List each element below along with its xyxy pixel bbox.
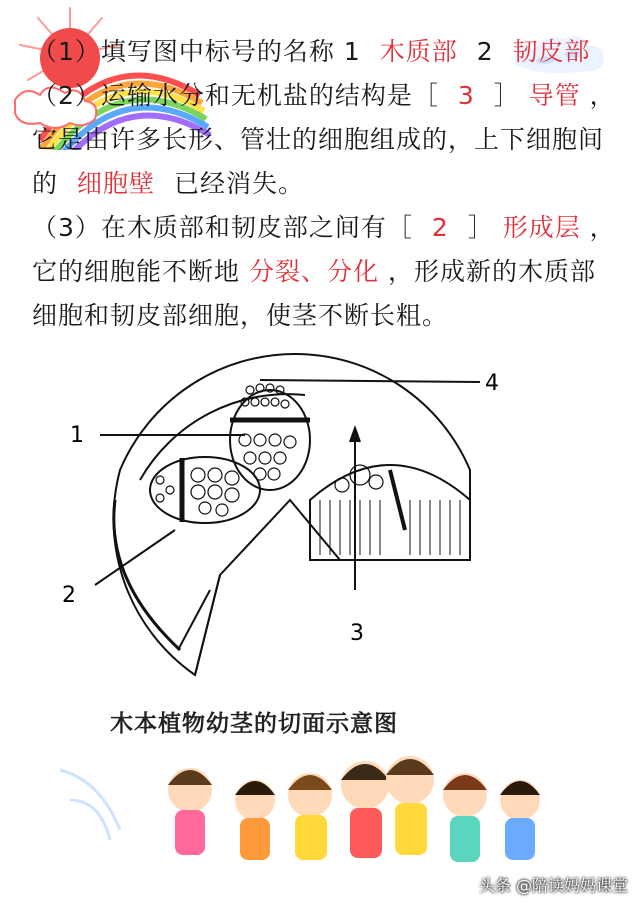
answer-vessel: 导管 (528, 81, 581, 110)
question-1 (32, 30, 617, 74)
question-text (32, 30, 617, 338)
answer-vessel-number: 3 (457, 81, 475, 110)
q3-prefix: （3）在木质部和韧皮部之间有［ (32, 213, 413, 242)
q2-prefix: （2）运输水分和无机盐的结构是［ (32, 81, 439, 110)
diagram-caption: 木本植物幼茎的切面示意图 (110, 711, 398, 737)
q3-bracket: ］ (467, 213, 494, 242)
answer-cambium-number: 2 (431, 213, 449, 242)
answer-cambium: 形成层 (502, 213, 581, 242)
diagram-label-3: 3 (350, 621, 364, 646)
q2-bracket: ］ (493, 81, 520, 110)
question-2 (32, 74, 617, 206)
diagram-label-2: 2 (62, 583, 76, 608)
q2-middle: ，它是由许多长形、管壮的细胞组成的，上下细胞间的 (32, 81, 616, 198)
answer-divide-differentiate: 分裂、分化 (248, 257, 379, 286)
q2-suffix: 已经消失。 (173, 169, 304, 198)
q3-middle: ，它的细胞能不断地 (32, 213, 616, 286)
q1-prefix: （1）填写图中标号的名称 1 (32, 37, 361, 66)
q1-number-2: 2 (476, 37, 494, 66)
answer-xylem: 木质部 (379, 37, 458, 66)
diagram-label-4: 4 (485, 371, 499, 396)
stem-section-diagram (60, 350, 540, 700)
question-3 (32, 206, 617, 338)
watermark: 头条 @陪读妈妈课堂 (478, 876, 628, 895)
q3-suffix: ，形成新的木质部细胞和韧皮部细胞，使茎不断长粗。 (32, 257, 596, 330)
answer-phloem: 韧皮部 (512, 37, 591, 66)
diagram-label-1: 1 (70, 423, 84, 448)
answer-cell-wall: 细胞壁 (76, 169, 155, 198)
